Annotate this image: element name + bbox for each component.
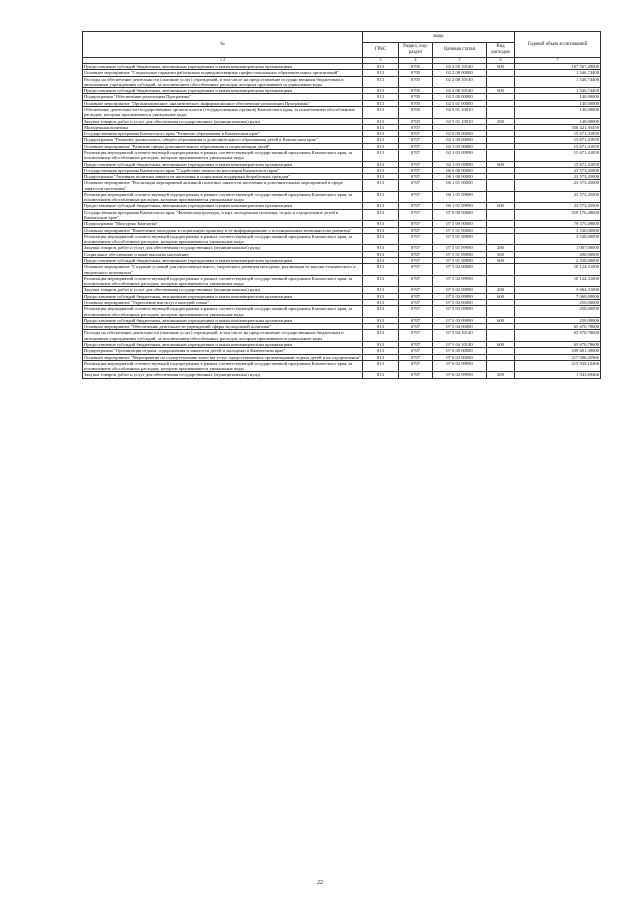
- row-grbs-cell: 813: [363, 174, 399, 180]
- header-section: Раздел, под-раздел: [399, 43, 433, 58]
- row-grbs-cell: 813: [363, 354, 399, 360]
- row-target-cell: 07 5 02 09990: [433, 275, 487, 287]
- row-section-cell: 0707: [399, 124, 433, 130]
- row-total-cell: 239 601,39000: [515, 348, 601, 354]
- row-grbs-cell: 813: [363, 264, 399, 276]
- row-target-cell: 07 5 01 00000: [433, 227, 487, 233]
- row-name-cell: Подпрограмма "Активная политика занятости населения и социальная поддержка безработных граждан": [83, 174, 363, 180]
- row-grbs-cell: 813: [363, 149, 399, 161]
- row-name-cell: Предоставление субсидий бюджетным, автономным учреждениям и иным некоммерческим организациям: [83, 258, 363, 264]
- row-total-cell: 23 573,45000: [515, 180, 601, 192]
- row-section-cell: 0707: [399, 299, 433, 305]
- row-grbs-cell: 813: [363, 287, 399, 293]
- row-name-cell: Закупка товаров, работ и услуг для обеспечения государственных (муниципальных) нужд: [83, 372, 363, 378]
- row-grbs-cell: 813: [363, 324, 399, 330]
- row-section-cell: 0707: [399, 287, 433, 293]
- row-grbs-cell: 813: [363, 143, 399, 149]
- row-name-cell: Обеспечение деятельности государственных органов власти (государственных органов) Камчатского края, за исключением обособленных расходов, которым присваиваются уникальные коды: [83, 106, 363, 118]
- row-name-cell: Предоставление субсидий бюджетным, автономным учреждениям и иным некоммерческим организациям: [83, 203, 363, 209]
- row-target-cell: 07 5 01 09990: [433, 258, 487, 264]
- row-target-cell: 07 5 01 09990: [433, 245, 487, 251]
- table-row: [83, 306, 601, 318]
- row-section-cell: 0707: [399, 360, 433, 372]
- row-vid-cell: [487, 191, 515, 203]
- row-total-cell: 15 671,41859: [515, 137, 601, 143]
- row-total-cell: 65 670,78600: [515, 341, 601, 347]
- row-target-cell: 07 5 04 10140: [433, 341, 487, 347]
- row-target-cell: 07 5 01 09990: [433, 251, 487, 257]
- row-vid-cell: 600: [487, 317, 515, 323]
- row-vid-cell: [487, 180, 515, 192]
- row-target-cell: 07 5 03 09990: [433, 317, 487, 323]
- row-vid-cell: [487, 360, 515, 372]
- row-total-cell: 23 573,45000: [515, 203, 601, 209]
- row-total-cell: 10 124,31000: [515, 275, 601, 287]
- row-total-cell: 3 064,31000: [515, 287, 601, 293]
- row-total-cell: 15 671,41859: [515, 131, 601, 137]
- row-section-cell: 0707: [399, 221, 433, 227]
- header-grbs: ГРБС: [363, 43, 399, 58]
- row-grbs-cell: 813: [363, 209, 399, 221]
- row-grbs-cell: 813: [363, 275, 399, 287]
- row-name-cell: Реализация мероприятий соответствующей подпрограммы в рамках соответствующей государственной программы Камчатского края, за исключением обособленных расходов, которым присваиваются уникальные коды: [83, 275, 363, 287]
- row-name-cell: Расходы на обеспечение деятельности (оказание услуг) учреждений, в том числе на предоставление государственным бюджетным и автономным учреждениям субсидий, за исключением обособленных расходов, которым присваиваются уникальные коды: [83, 76, 363, 88]
- table-row: [83, 106, 601, 118]
- row-target-cell: 02 5 01 00000: [433, 100, 487, 106]
- row-name-cell: Государственная программа Камчатского края "Развитие образования в Камчатском крае": [83, 131, 363, 137]
- row-section-cell: 0707: [399, 264, 433, 276]
- row-vid-cell: 600: [487, 64, 515, 70]
- row-section-cell: 0707: [399, 167, 433, 173]
- row-name-cell: Предоставление субсидий бюджетным, автономным учреждениям и иным некоммерческим организациям: [83, 64, 363, 70]
- row-grbs-cell: 813: [363, 100, 399, 106]
- row-name-cell: Закупка товаров, работ и услуг для обеспечения государственных (муниципальных) нужд: [83, 287, 363, 293]
- row-name-cell: Закупка товаров, работ и услуг для обеспечения государственных (муниципальных) нужд: [83, 245, 363, 251]
- row-section-cell: 0707: [399, 233, 433, 245]
- row-target-cell: 06 1 01 09990: [433, 203, 487, 209]
- row-name-cell: Реализация мероприятий соответствующей подпрограммы в рамках соответствующей государственной программы Камчатского края, за исключением обособленных расходов, которым присваиваются уникальные коды: [83, 233, 363, 245]
- row-total-cell: 107 567,49000: [515, 64, 601, 70]
- row-grbs-cell: 813: [363, 299, 399, 305]
- row-target-cell: 06 0 00 00000: [433, 167, 487, 173]
- row-grbs-cell: 813: [363, 293, 399, 299]
- row-target-cell: 02 5 01 10010: [433, 118, 487, 124]
- row-vid-cell: 600: [487, 341, 515, 347]
- row-target-cell: 02 1 03 09990: [433, 149, 487, 161]
- row-section-cell: 0707: [399, 245, 433, 251]
- row-name-cell: Закупка товаров, работ и услуг для обеспечения государственных (муниципальных) нужд: [83, 118, 363, 124]
- table-row: [83, 209, 601, 221]
- row-name-cell: Реализация мероприятий соответствующей подпрограммы в рамках соответствующей государственной программы Камчатского края, за исключением обособленных расходов, которым присваиваются уникальные коды: [83, 360, 363, 372]
- row-section-cell: 0707: [399, 161, 433, 167]
- row-grbs-cell: 813: [363, 221, 399, 227]
- row-target-cell: 02 2 08 10140: [433, 88, 487, 94]
- row-name-cell: Основное мероприятие "Социальные гарантии работникам подведомственных профессиональных образовательных организаций": [83, 70, 363, 76]
- row-total-cell: 2 330,00000: [515, 258, 601, 264]
- row-target-cell: 07 5 02 00000: [433, 264, 487, 276]
- row-target-cell: 02 2 05 10140: [433, 64, 487, 70]
- row-section-cell: 0707: [399, 324, 433, 330]
- row-name-cell: Предоставление субсидий бюджетным, автономным учреждениям и иным некоммерческим организациям: [83, 293, 363, 299]
- row-target-cell: 07 6 02 09990: [433, 360, 487, 372]
- row-name-cell: Предоставление субсидий бюджетным, автономным учреждениям и иным некоммерческим организациям: [83, 341, 363, 347]
- column-index-cell: 5: [433, 58, 487, 64]
- row-total-cell: 140,00000: [515, 118, 601, 124]
- row-target-cell: 07 6 02 00000: [433, 354, 487, 360]
- row-grbs-cell: 813: [363, 203, 399, 209]
- row-grbs-cell: 813: [363, 118, 399, 124]
- row-total-cell: 15 671,41859: [515, 149, 601, 161]
- row-vid-cell: 200: [487, 372, 515, 378]
- row-target-cell: 02 5 01 10010: [433, 106, 487, 118]
- row-total-cell: 200,00000: [515, 251, 601, 257]
- header-codes: коды: [363, 32, 515, 43]
- document-page: [82, 31, 600, 379]
- row-grbs-cell: 813: [363, 191, 399, 203]
- table-row: [83, 233, 601, 245]
- row-target-cell: 02 2 08 00000: [433, 70, 487, 76]
- row-vid-cell: [487, 330, 515, 342]
- row-target-cell: 07 0 00 00000: [433, 209, 487, 221]
- row-total-cell: 1 546,74400: [515, 76, 601, 88]
- row-name-cell: Основное мероприятие "Обеспечение деятельности учреждений сферы молодежной политики": [83, 324, 363, 330]
- column-index-cell: 3: [363, 58, 399, 64]
- row-target-cell: 07 6 02 09990: [433, 372, 487, 378]
- column-index-cell: 7: [515, 58, 601, 64]
- row-grbs-cell: 813: [363, 137, 399, 143]
- row-total-cell: 215 939,10466: [515, 360, 601, 372]
- row-total-cell: 250,00000: [515, 299, 601, 305]
- row-target-cell: 02 0 00 00000: [433, 131, 487, 137]
- row-section-cell: 0707: [399, 317, 433, 323]
- row-grbs-cell: 813: [363, 372, 399, 378]
- row-vid-cell: 600: [487, 203, 515, 209]
- row-total-cell: 1 943,69466: [515, 372, 601, 378]
- row-section-cell: 0707: [399, 293, 433, 299]
- row-total-cell: 23 573,45000: [515, 167, 601, 173]
- row-name-cell: Основное мероприятие "Укрепление института молодой семьи": [83, 299, 363, 305]
- row-grbs-cell: 813: [363, 106, 399, 118]
- row-grbs-cell: 813: [363, 94, 399, 100]
- row-name-cell: Основное мероприятие "Организационное, аналитическое, информационное обеспечение реализации Программы": [83, 100, 363, 106]
- row-name-cell: Подпрограмма "Развитие дошкольного, общего образования и дополнительного образования детей в Камчатском крае": [83, 137, 363, 143]
- row-vid-cell: 200: [487, 245, 515, 251]
- row-name-cell: Подпрограмма "Молодежь Камчатки": [83, 221, 363, 227]
- row-target-cell: 02 1 00 00000: [433, 137, 487, 143]
- row-vid-cell: [487, 306, 515, 318]
- row-total-cell: 3 530,00000: [515, 233, 601, 245]
- row-target-cell: 07 5 01 09990: [433, 233, 487, 245]
- row-grbs-cell: 813: [363, 180, 399, 192]
- row-grbs-cell: 813: [363, 330, 399, 342]
- row-section-cell: 0707: [399, 131, 433, 137]
- row-grbs-cell: 813: [363, 348, 399, 354]
- row-section-cell: 0705: [399, 70, 433, 76]
- column-index-cell: 1 2: [83, 58, 363, 64]
- row-section-cell: 0707: [399, 348, 433, 354]
- row-grbs-cell: 813: [363, 167, 399, 173]
- row-total-cell: 140,00000: [515, 94, 601, 100]
- row-total-cell: 319 176,48600: [515, 209, 601, 221]
- row-vid-cell: [487, 233, 515, 245]
- row-target-cell: 07 5 04 10140: [433, 330, 487, 342]
- row-section-cell: 0707: [399, 227, 433, 233]
- header-target: Целевая статья: [433, 43, 487, 58]
- row-target-cell: 02 1 03 09990: [433, 161, 487, 167]
- table-row: [83, 264, 601, 276]
- row-section-cell: 0705: [399, 64, 433, 70]
- row-section-cell: 0705: [399, 88, 433, 94]
- row-section-cell: 0707: [399, 149, 433, 161]
- row-vid-cell: [487, 264, 515, 276]
- row-section-cell: 0707: [399, 330, 433, 342]
- row-vid-cell: 600: [487, 161, 515, 167]
- row-name-cell: Реализация мероприятий соответствующей подпрограммы в рамках соответствующей государственной программы Камчатского края, за исключением обособленных расходов, которым присваиваются уникальные коды: [83, 306, 363, 318]
- table-body: [83, 64, 601, 379]
- row-grbs-cell: 813: [363, 360, 399, 372]
- row-grbs-cell: 813: [363, 64, 399, 70]
- row-name-cell: Предоставление субсидий бюджетным, автономным учреждениям и иным некоммерческим организациям: [83, 161, 363, 167]
- row-total-cell: 15 671,41859: [515, 143, 601, 149]
- row-name-cell: Подпрограмма "Организация отдыха, оздоровления и занятости детей и молодежи в Камчатском крае": [83, 348, 363, 354]
- row-name-cell: Государственная программа Камчатского края "Содействие занятости населения Камчатского края": [83, 167, 363, 173]
- row-section-cell: 0707: [399, 137, 433, 143]
- row-vid-cell: 300: [487, 251, 515, 257]
- row-total-cell: 217 006,45960: [515, 354, 601, 360]
- row-target-cell: 07 5 02 09990: [433, 293, 487, 299]
- row-vid-cell: 600: [487, 293, 515, 299]
- row-target-cell: 07 5 02 09990: [433, 287, 487, 293]
- row-section-cell: 0707: [399, 180, 433, 192]
- row-grbs-cell: 813: [363, 161, 399, 167]
- row-vid-cell: 200: [487, 287, 515, 293]
- row-grbs-cell: 813: [363, 233, 399, 245]
- row-grbs-cell: 813: [363, 306, 399, 318]
- page-number: 22: [317, 880, 323, 886]
- row-section-cell: 0707: [399, 306, 433, 318]
- table-row: [83, 76, 601, 88]
- row-name-cell: Предоставление субсидий бюджетным, автономным учреждениям и иным некоммерческим организациям: [83, 88, 363, 94]
- table-row: [83, 372, 601, 378]
- row-section-cell: 0705: [399, 118, 433, 124]
- row-total-cell: 7 060,00000: [515, 293, 601, 299]
- row-vid-cell: [487, 76, 515, 88]
- row-vid-cell: [487, 149, 515, 161]
- row-vid-cell: 600: [487, 258, 515, 264]
- row-vid-cell: [487, 106, 515, 118]
- row-name-cell: Расходы на обеспечение деятельности (оказание услуг) учреждений, в том числе на предоставление государственным бюджетным и автономным учреждениям субсидий, за исключением обособленных расходов, которым присваиваются уникальные коды: [83, 330, 363, 342]
- row-total-cell: 140,00000: [515, 100, 601, 106]
- row-grbs-cell: 813: [363, 70, 399, 76]
- row-name-cell: Основное мероприятие "Реализация мероприятий активной политики занятости населения и дополнительных мероприятий в сфере занятости населения": [83, 180, 363, 192]
- table-row: [83, 275, 601, 287]
- row-section-cell: 0705: [399, 76, 433, 88]
- row-section-cell: 0707: [399, 209, 433, 221]
- row-section-cell: 0707: [399, 372, 433, 378]
- table-row: [83, 149, 601, 161]
- row-target-cell: 02 1 03 00000: [433, 143, 487, 149]
- row-section-cell: 0707: [399, 258, 433, 264]
- row-section-cell: 0707: [399, 354, 433, 360]
- row-grbs-cell: 813: [363, 131, 399, 137]
- row-section-cell: 0707: [399, 275, 433, 287]
- row-total-cell: 1 546,74400: [515, 88, 601, 94]
- row-total-cell: 250,00000: [515, 306, 601, 318]
- row-target-cell: 07 6 00 00000: [433, 348, 487, 354]
- row-total-cell: 10 124,31000: [515, 264, 601, 276]
- row-section-cell: 0707: [399, 251, 433, 257]
- row-target-cell: 06 1 00 00000: [433, 174, 487, 180]
- row-grbs-cell: 813: [363, 76, 399, 88]
- row-name-cell: Предоставление субсидий бюджетным, автономным учреждениям и иным некоммерческим организациям: [83, 317, 363, 323]
- row-total-cell: 15 671,41859: [515, 161, 601, 167]
- header-number: №: [83, 32, 363, 58]
- column-index-cell: 6: [487, 58, 515, 64]
- row-section-cell: 0707: [399, 203, 433, 209]
- row-grbs-cell: 813: [363, 245, 399, 251]
- row-target-cell: 07 5 03 09990: [433, 306, 487, 318]
- row-section-cell: 0707: [399, 191, 433, 203]
- table-row: [83, 180, 601, 192]
- row-target-cell: 02 5 00 00000: [433, 94, 487, 100]
- row-name-cell: Социальное обеспечение и иные выплаты населению: [83, 251, 363, 257]
- row-section-cell: 0705: [399, 94, 433, 100]
- row-section-cell: 0705: [399, 100, 433, 106]
- table-row: [83, 330, 601, 342]
- row-name-cell: Реализация мероприятий соответствующей подпрограммы в рамках соответствующей государственной программы Камчатского края, за исключением обособленных расходов, которым присваиваются уникальные коды: [83, 191, 363, 203]
- row-name-cell: Основное мероприятие "Создание условий для интеллектуального, творческого развития молодежи, реализации ее научно-технического и творческого потенциала": [83, 264, 363, 276]
- row-total-cell: 3 530,00000: [515, 227, 601, 233]
- row-total-cell: 1 546,74400: [515, 70, 601, 76]
- table-row: [83, 360, 601, 372]
- row-total-cell: 65 670,78600: [515, 324, 601, 330]
- row-section-cell: 0707: [399, 174, 433, 180]
- row-total-cell: 250,00000: [515, 317, 601, 323]
- row-total-cell: 79 575,49600: [515, 221, 601, 227]
- row-target-cell: 07 5 00 00000: [433, 221, 487, 227]
- row-name-cell: Подпрограмма "Обеспечение реализации Программы": [83, 94, 363, 100]
- row-grbs-cell: 813: [363, 88, 399, 94]
- row-name-cell: Основное мероприятие "Мероприятия по осуществлению качества услуг, предоставляемых организациями отдыха детей и их оздоровления": [84, 354, 361, 360]
- row-vid-cell: [487, 209, 515, 221]
- row-grbs-cell: 813: [363, 124, 399, 130]
- row-grbs-cell: 813: [363, 341, 399, 347]
- row-section-cell: 0705: [399, 106, 433, 118]
- row-total-cell: 140,00000: [515, 106, 601, 118]
- row-total-cell: 1 007,00000: [515, 245, 601, 251]
- row-vid-cell: 200: [487, 118, 515, 124]
- row-name-cell: Молодежная политика: [83, 124, 363, 130]
- row-name-cell: Государственная программа Камчатского края "Физическая культура, спорт, молодежная политика, отдых и оздоровление детей в Камчатском крае": [83, 209, 363, 221]
- row-total-cell: 356 421,35459: [515, 124, 601, 130]
- row-total-cell: 65 670,78600: [515, 330, 601, 342]
- row-grbs-cell: 813: [363, 227, 399, 233]
- row-vid-cell: 600: [487, 88, 515, 94]
- row-total-cell: 23 573,45000: [515, 191, 601, 203]
- budget-table: [82, 31, 601, 379]
- row-target-cell: 07 5 03 00000: [433, 299, 487, 305]
- header-total: Годовой объем ассигнований: [515, 32, 601, 58]
- column-index-cell: 4: [399, 58, 433, 64]
- row-name-cell: Основное мероприятие "Вовлечение молодежи в социальную практику и ее информирование о потенциальных возможностях развития": [83, 227, 363, 233]
- row-section-cell: 0707: [399, 143, 433, 149]
- table-header-row: [83, 32, 601, 43]
- row-name-cell: Основное мероприятие "Развитие сферы дополнительного образования и социализации детей": [83, 143, 363, 149]
- row-name-cell: Реализация мероприятий соответствующей подпрограммы в рамках соответствующей государственной программы Камчатского края, за исключением обособленных расходов, которым присваиваются уникальные коды: [83, 149, 363, 161]
- row-grbs-cell: 813: [363, 251, 399, 257]
- row-section-cell: 0707: [399, 341, 433, 347]
- header-vid: Вид расходов: [487, 43, 515, 58]
- row-grbs-cell: 813: [363, 258, 399, 264]
- row-vid-cell: [487, 275, 515, 287]
- row-target-cell: 06 1 01 00000: [433, 180, 487, 192]
- table-row: [83, 191, 601, 203]
- row-grbs-cell: 813: [363, 317, 399, 323]
- row-target-cell: 07 5 04 00000: [433, 324, 487, 330]
- row-target-cell: 02 2 08 10140: [433, 76, 487, 88]
- row-total-cell: 23 573,45000: [515, 174, 601, 180]
- row-target-cell: 06 1 01 09990: [433, 191, 487, 203]
